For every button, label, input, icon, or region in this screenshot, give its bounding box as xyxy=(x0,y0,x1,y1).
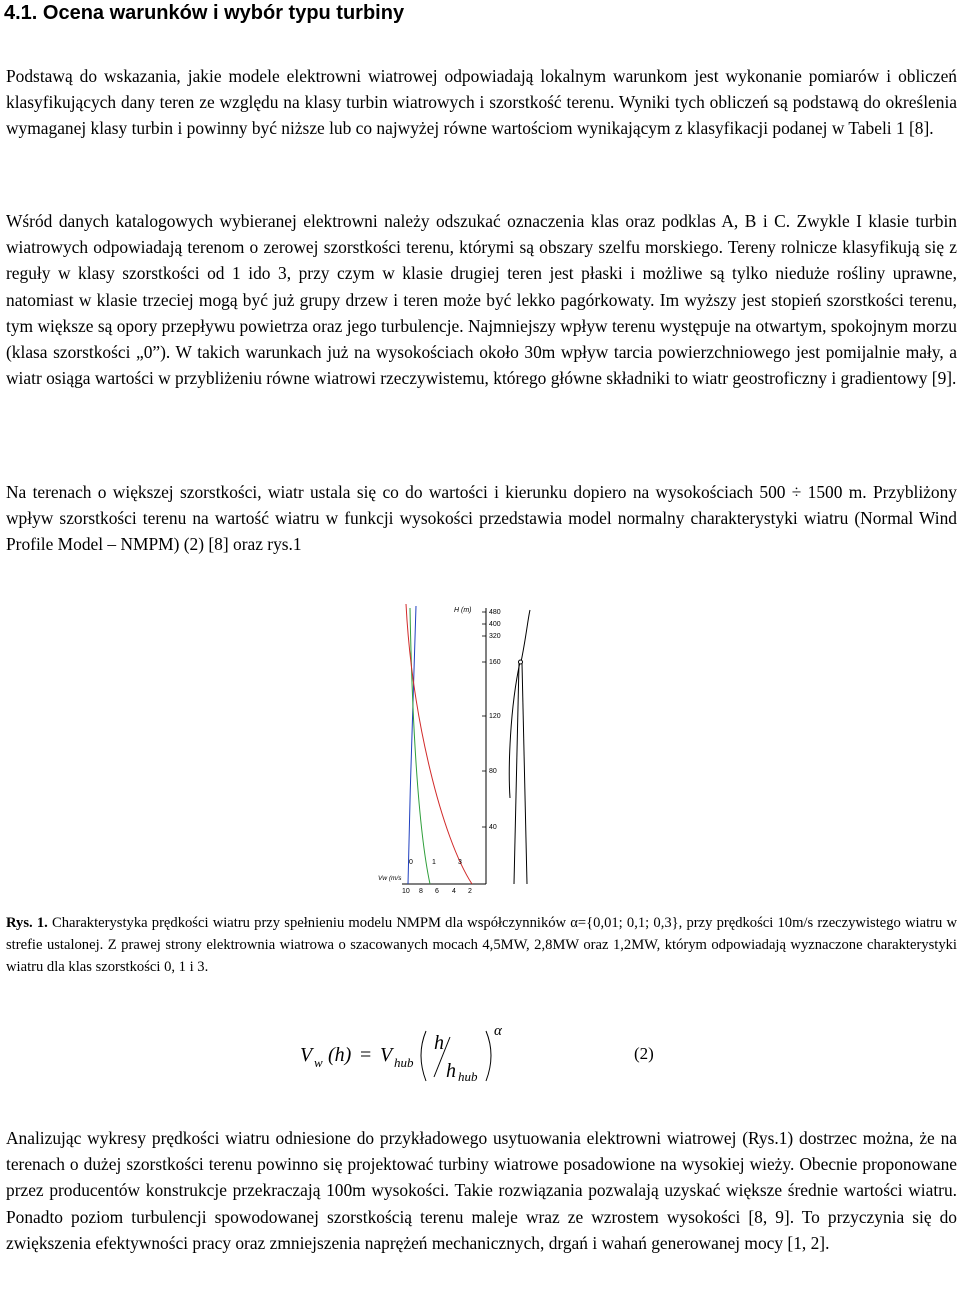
x-axis-label: Vw (m/s xyxy=(378,875,402,882)
eq-lhs-arg: (h) xyxy=(328,1044,352,1066)
curve-label-1: 1 xyxy=(432,859,436,866)
eq-lhs-v: V xyxy=(300,1044,313,1066)
x-tick-label: 2 xyxy=(468,888,472,895)
y-tick-label: 400 xyxy=(489,621,501,628)
wind-curve-class-1 xyxy=(410,608,430,884)
y-tick-label: 480 xyxy=(489,609,501,616)
y-tick-label: 80 xyxy=(489,768,497,775)
curve-label-3: 3 xyxy=(458,859,462,866)
eq-den-sub: hub xyxy=(458,1069,478,1084)
y-tick-label: 320 xyxy=(489,633,501,640)
x-tick-label: 6 xyxy=(435,888,439,895)
paragraph-1: Podstawą do wskazania, jakie modele elektrowni wiatrowej odpowiadają lokalnym warunkom jest wykonanie pomiarów i obliczeń klasyfikujących dany teren ze względu na klasy turbin wiatrowych i szorstkość terenu. Wyniki tych obliczeń są podstawą do określenia wymaganej klasy turbin i powinny być niższe lub co najwyżej równe wartościom wynikającym z klasyfikacji podanej w Tabeli 1 [8]. xyxy=(6,66,957,139)
eq-lhs-sub: w xyxy=(314,1055,323,1070)
section-heading: 4.1. Ocena warunków i wybór typu turbiny xyxy=(4,2,405,24)
eq-rhs-v: V xyxy=(380,1044,393,1066)
figure-caption xyxy=(6,912,957,978)
caption-label: Rys. 1. xyxy=(6,915,48,931)
wind-turbine-icon xyxy=(509,610,530,884)
equation-2 xyxy=(300,1015,720,1095)
equation-svg xyxy=(300,1015,720,1095)
eq-right-paren xyxy=(486,1031,491,1081)
x-tick-label: 8 xyxy=(419,888,423,895)
eq-exponent: α xyxy=(494,1023,502,1039)
caption-text: Charakterystyka prędkości wiatru przy spełnieniu modelu NMPM dla współczynników α={0,01; 0,1; 0,3}, przy prędkości 10m/s rzeczywistego wiatru w strefie ustalonej. Z prawej strony elektrownia wiatrowa o szacowanych mocach 4,5MW, 2,8MW oraz 1,2MW, którym odpowiadają wyznaczone charakterystyki wiatru dla klas szorstkości 0, 1 i 3. xyxy=(6,915,957,975)
y-axis-label: H (m) xyxy=(454,607,472,614)
y-tick-label: 160 xyxy=(489,659,501,666)
equation-number: (2) xyxy=(634,1044,654,1063)
y-tick-label: 120 xyxy=(489,713,501,720)
eq-rhs-sub: hub xyxy=(394,1055,414,1070)
paragraph-2: Wśród danych katalogowych wybieranej elektrowni należy odszukać oznaczenia klas oraz podklas A, B i C. Zwykle I klasie turbin wiatrowych odpowiadają terenom o zerowej szorstkości terenu, którymi są obszary szelfu morskiego. Tereny rolnicze klasyfikują się z reguły w klasy szorstkości od 1 ido 3, przy czym w klasie drugiej teren jest płaski i możliwe są tylko nieduże rośliny uprawne, natomiast w klasie trzeciej mogą być już grupy drzew i teren może być lekko pagórkowaty. Im wyższy jest stopień szorstkości terenu, tym większe są opory przepływu powietrza oraz jego turbulencje. Najmniejszy wpływ terenu występuje na otwartym, spokojnym morzu (klasa szorstkości „0”). W takich warunkach już na wysokościach około 30m wpływ tarcia powierzchniowego jest pomijalnie mały, a wiatr osiąga wartości w przybliżeniu równe wiatrowi rzeczywistemu, którego główne składniki to wiatr geostroficzny i gradientowy [9]. xyxy=(6,211,957,389)
paragraph-3: Na terenach o większej szorstkości, wiatr ustala się co do wartości i kierunku dopiero na wysokościach 500 ÷ 1500 m. Przybliżony wpływ szorstkości terenu na wartość wiatru w funkcji wysokości przedstawia model normalny charakterystyki wiatru (Normal Wind Profile Model – NMPM) (2) [8] oraz rys.1 xyxy=(6,482,957,555)
eq-denominator: h xyxy=(446,1060,456,1082)
paragraph-4: Analizując wykresy prędkości wiatru odniesione do przykładowego usytuowania elektrowni wiatrowej (Rys.1) dostrzec można, że na terenach o dużej szorstkości terenu powinno się projektować turbiny wiatrowe posadowione na wysokiej wieży. Obecnie proponowane przez producentów konstrukcje przekraczają 100m wysokości. Takie rozwiązania pozwalają uzyskać większe średnie wartości wiatru. Ponadto poziom turbulencji spowodowanej szorstkością terenu maleje wraz ze wzrostem wysokości [8, 9]. To przyczynia się do zwiększenia efektywności pracy oraz zmniejszenia naprężeń mechanicznych, drgań i wahań generowanej mocy [1, 2]. xyxy=(6,1128,957,1253)
wind-profile-svg xyxy=(372,598,532,898)
curve-label-0: 0 xyxy=(409,859,413,866)
eq-numerator: h xyxy=(434,1032,444,1054)
eq-equals: = xyxy=(360,1044,372,1066)
x-tick-label: 4 xyxy=(452,888,456,895)
wind-curve-class-3 xyxy=(406,604,472,884)
eq-left-paren xyxy=(421,1031,426,1081)
wind-profile-figure xyxy=(372,598,532,898)
x-tick-label: 10 xyxy=(402,888,410,895)
y-tick-label: 40 xyxy=(489,824,497,831)
